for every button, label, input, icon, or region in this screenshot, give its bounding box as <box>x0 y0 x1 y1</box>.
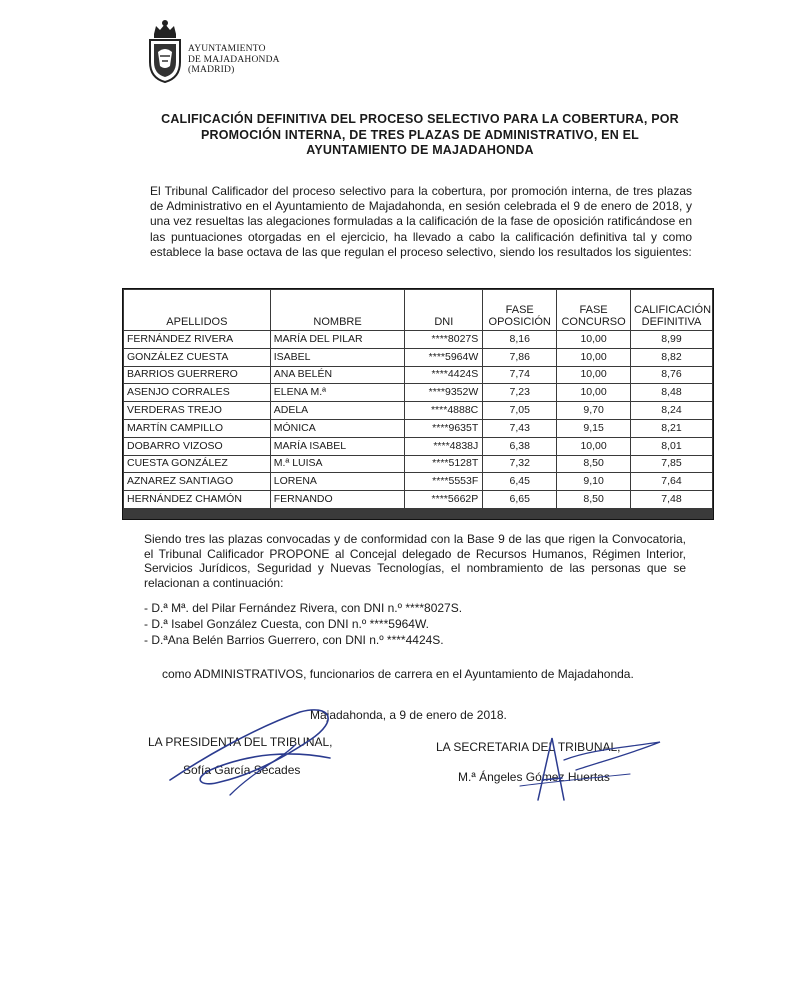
cell-dni: ****9352W <box>405 384 482 401</box>
table-header-row <box>124 290 712 330</box>
table-row <box>124 491 712 508</box>
cell-apellidos: HERNÁNDEZ CHAMÓN <box>124 491 270 508</box>
table-row <box>124 349 712 366</box>
cell-concurso: 10,00 <box>557 331 630 348</box>
cell-concurso: 10,00 <box>557 367 630 384</box>
title-line: PROMOCIÓN INTERNA, DE TRES PLAZAS DE ADMINISTRATIVO, EN EL <box>200 127 639 142</box>
cell-oposicion: 7,74 <box>483 367 556 384</box>
cell-dni: ****8027S <box>405 331 482 348</box>
cell-definitiva: 8,82 <box>631 349 712 366</box>
cell-dni: ****4424S <box>405 367 482 384</box>
document-title <box>150 112 690 159</box>
cell-definitiva: 8,21 <box>631 420 712 437</box>
cell-definitiva: 7,64 <box>631 473 712 490</box>
cell-apellidos: VERDERAS TREJO <box>124 402 270 419</box>
header-line: FASE <box>579 304 608 316</box>
conclusion-paragraph: Siendo tres las plazas convocadas y de conformidad con la Base 9 de las que rigen la Convocatoria, el Tribunal Calificador PROPONE al Concejal delegado de Recursos Humanos, Régimen Interior, Servicios Jurídicos, Seguridad y Nuevas Tecnologías, el nombramiento de las personas que se relacionan a continuación: <box>144 532 686 590</box>
cell-nombre: ADELA <box>271 402 405 419</box>
cell-definitiva: 8,76 <box>631 367 712 384</box>
cell-nombre: ANA BELÉN <box>271 367 405 384</box>
cell-nombre: FERNANDO <box>271 491 405 508</box>
president-name: Sofía García Secades <box>183 763 301 777</box>
signing-date: Majadahonda, a 9 de enero de 2018. <box>310 708 507 722</box>
cell-nombre: ELENA M.ª <box>271 384 405 401</box>
list-item: - D.ªAna Belén Barrios Guerrero, con DNI n.º ****4424S. <box>144 633 444 647</box>
institution-line: DE MAJADAHONDA <box>188 54 280 65</box>
cell-oposicion: 8,16 <box>483 331 556 348</box>
header-line: DEFINITIVA <box>641 316 702 328</box>
title-line: CALIFICACIÓN DEFINITIVA DEL PROCESO SELECTIVO PARA LA COBERTURA, POR <box>161 112 679 126</box>
table-row <box>124 402 712 419</box>
cell-definitiva: 8,99 <box>631 331 712 348</box>
header-line: CALIFICACIÓN <box>634 304 712 316</box>
cell-definitiva: 8,24 <box>631 402 712 419</box>
table-row <box>124 420 712 437</box>
list-item: - D.ª Isabel González Cuesta, con DNI n.º ****5964W. <box>144 617 429 631</box>
cell-nombre: LORENA <box>271 473 405 490</box>
cell-dni: ****4838J <box>405 438 482 455</box>
cell-nombre: MARÍA DEL PILAR <box>271 331 405 348</box>
cell-oposicion: 6,45 <box>483 473 556 490</box>
header-line: CONCURSO <box>561 316 626 328</box>
cell-dni: ****5128T <box>405 456 482 473</box>
cell-concurso: 8,50 <box>557 491 630 508</box>
cell-concurso: 9,70 <box>557 402 630 419</box>
column-header-nombre: NOMBRE <box>271 290 405 330</box>
column-header-calificacion <box>631 290 712 330</box>
cell-dni: ****5553F <box>405 473 482 490</box>
cell-nombre: MARÍA ISABEL <box>271 438 405 455</box>
cell-oposicion: 6,38 <box>483 438 556 455</box>
cell-dni: ****9635T <box>405 420 482 437</box>
results-table <box>123 289 713 509</box>
cell-concurso: 10,00 <box>557 438 630 455</box>
table-row <box>124 331 712 348</box>
column-header-fase-oposicion <box>483 290 556 330</box>
cell-oposicion: 7,23 <box>483 384 556 401</box>
cell-definitiva: 7,48 <box>631 491 712 508</box>
table-row <box>124 384 712 401</box>
cell-apellidos: GONZÁLEZ CUESTA <box>124 349 270 366</box>
table-row <box>124 456 712 473</box>
cell-definitiva: 8,01 <box>631 438 712 455</box>
cell-oposicion: 7,05 <box>483 402 556 419</box>
coat-of-arms-icon <box>146 18 184 84</box>
cell-oposicion: 7,43 <box>483 420 556 437</box>
cell-nombre: MÓNICA <box>271 420 405 437</box>
institution-line: AYUNTAMIENTO <box>188 44 266 54</box>
cell-apellidos: CUESTA GONZÁLEZ <box>124 456 270 473</box>
list-item: - D.ª Mª. del Pilar Fernández Rivera, con DNI n.º ****8027S. <box>144 601 463 615</box>
secretary-role: LA SECRETARIA DEL TRIBUNAL, <box>436 740 621 754</box>
column-header-apellidos: APELLIDOS <box>124 290 270 330</box>
closing-line: como ADMINISTRATIVOS, funcionarios de carrera en el Ayuntamiento de Majadahonda. <box>162 667 634 681</box>
column-header-dni: DNI <box>405 290 482 330</box>
table-row <box>124 367 712 384</box>
president-role: LA PRESIDENTA DEL TRIBUNAL, <box>148 735 333 749</box>
table-row <box>124 473 712 490</box>
results-table-frame <box>122 288 714 520</box>
cell-concurso: 9,15 <box>557 420 630 437</box>
title-line: AYUNTAMIENTO DE MAJADAHONDA <box>306 143 534 157</box>
cell-apellidos: BARRIOS GUERRERO <box>124 367 270 384</box>
header-line: FASE <box>505 304 534 316</box>
cell-concurso: 8,50 <box>557 456 630 473</box>
cell-concurso: 9,10 <box>557 473 630 490</box>
cell-apellidos: AZNAREZ SANTIAGO <box>124 473 270 490</box>
institution-line: (MADRID) <box>188 65 235 75</box>
cell-nombre: ISABEL <box>271 349 405 366</box>
cell-nombre: M.ª LUISA <box>271 456 405 473</box>
cell-oposicion: 7,86 <box>483 349 556 366</box>
cell-apellidos: DOBARRO VIZOSO <box>124 438 270 455</box>
cell-dni: ****4888C <box>405 402 482 419</box>
cell-oposicion: 6,65 <box>483 491 556 508</box>
table-row <box>124 438 712 455</box>
secretary-signature-icon <box>480 720 670 810</box>
cell-apellidos: ASENJO CORRALES <box>124 384 270 401</box>
intro-paragraph: El Tribunal Calificador del proceso selectivo para la cobertura, por promoción interna, de tres plazas de Administrativo en el Ayuntamiento de Majadahonda, en sesión celebrada el 9 de enero de 2018, y una vez resueltas las alegaciones formuladas a la calificación de la fase de oposición ratificándose en las puntuaciones otorgadas en el ejercicio, ha llevado a cabo la calificación definitiva tal y como establece la base octava de las que regulan el proceso selectivo, siendo los resultados los siguientes: <box>150 184 692 259</box>
cell-dni: ****5964W <box>405 349 482 366</box>
cell-definitiva: 7,85 <box>631 456 712 473</box>
column-header-fase-concurso <box>557 290 630 330</box>
cell-apellidos: FERNÁNDEZ RIVERA <box>124 331 270 348</box>
cell-oposicion: 7,32 <box>483 456 556 473</box>
secretary-name: M.ª Ángeles Gómez Huertas <box>458 770 610 784</box>
cell-definitiva: 8,48 <box>631 384 712 401</box>
appointee-list <box>144 600 462 648</box>
cell-dni: ****5662P <box>405 491 482 508</box>
institution-name <box>188 44 280 76</box>
header-line: OPOSICIÓN <box>488 316 551 328</box>
cell-concurso: 10,00 <box>557 349 630 366</box>
cell-concurso: 10,00 <box>557 384 630 401</box>
cell-apellidos: MARTÍN CAMPILLO <box>124 420 270 437</box>
